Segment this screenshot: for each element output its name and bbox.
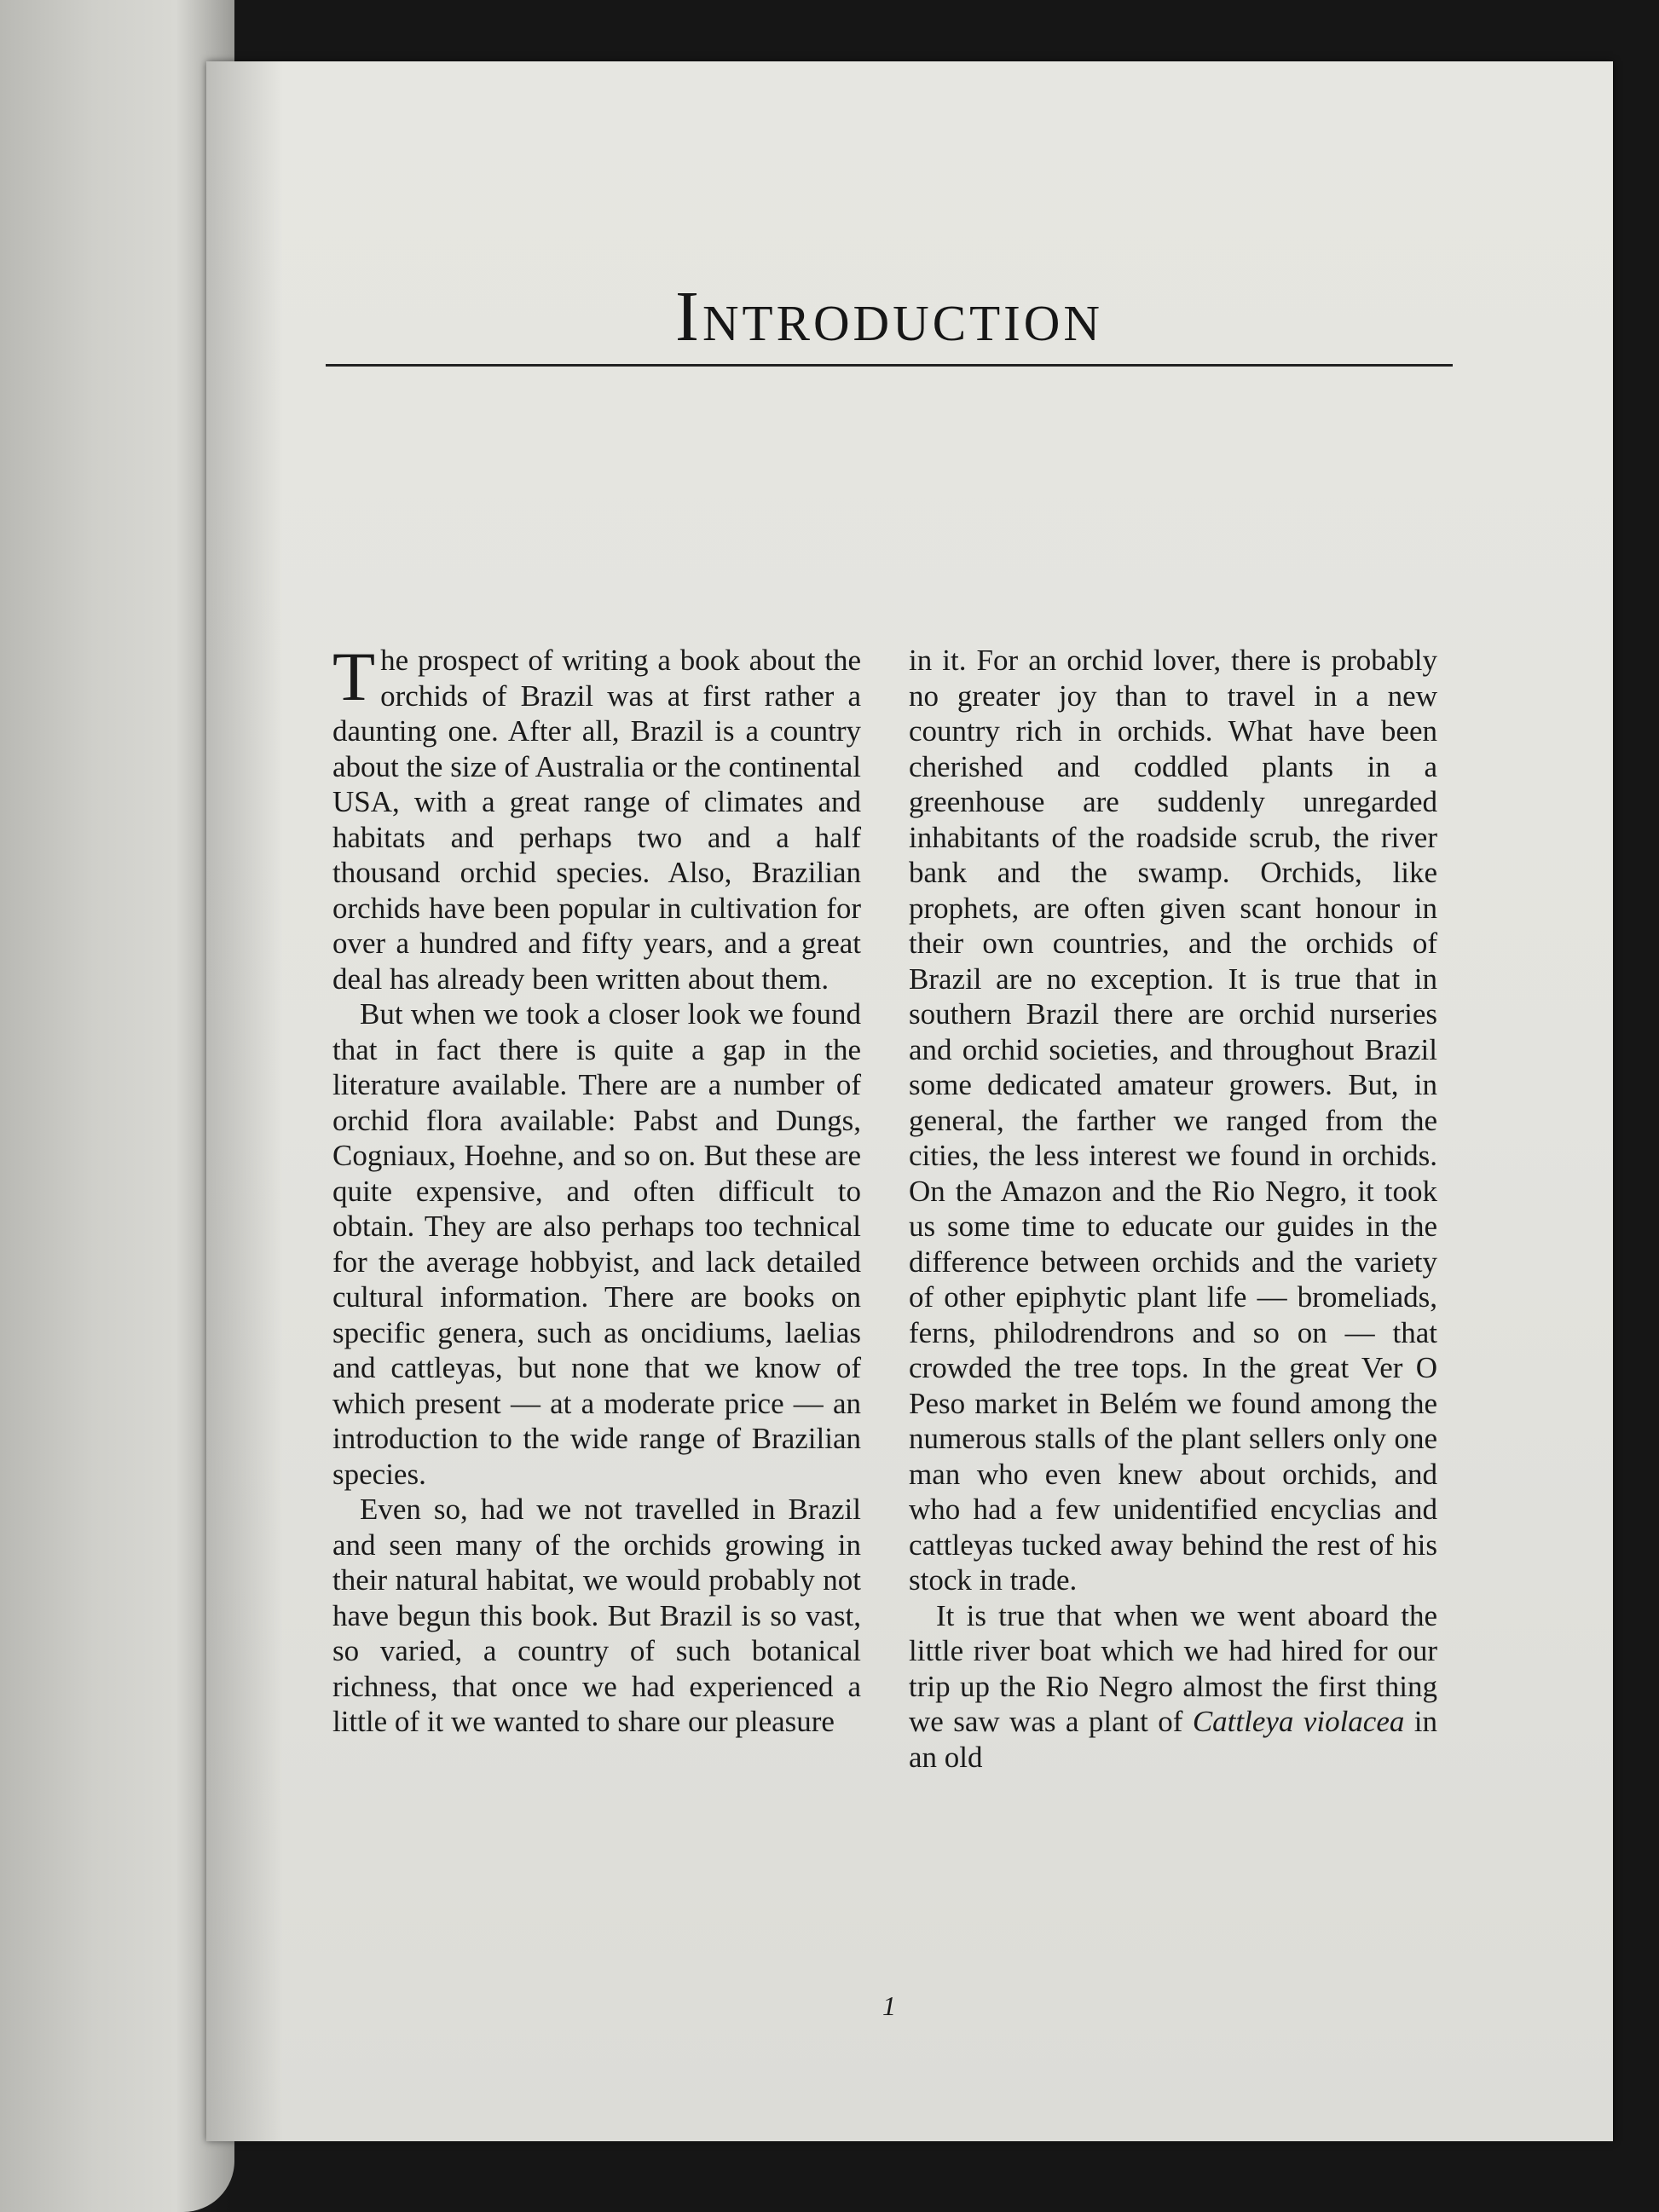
- facing-page-edge: [0, 0, 234, 2212]
- paragraph-text: he prospect of writing a book about the orchids of Brazil was at first rather a daunting one. After all, Brazil is a country about the size of Australia or the continental USA, with a great range of climates and habitats and perhaps two and a half thousand orchid species. Also, Brazilian orchids have been popular in cultivation for over a hundred and fifty years, and a great deal has already been written about them.: [332, 644, 861, 996]
- right-column: [909, 643, 1437, 1775]
- book-page: [206, 61, 1613, 2141]
- paragraph: [332, 638, 861, 996]
- paragraph: in it. For an orchid lover, there is probably no greater joy than to travel in a new country rich in orchids. What have been cherished and coddled plants in a greenhouse are suddenly unregarded inhabitants of the roadside scrub, the river bank and the swamp. Orchids, like prophets, are often given scant honour in their own countries, and the orchids of Brazil are no exception. It is true that in southern Brazil there are orchid nurseries and orchid societies, and throughout Brazil some dedicated amateur growers. But, in general, the farther we ranged from the cities, the less interest we found in orchids. On the Amazon and the Rio Negro, it took us some time to educate our guides in the difference between orchids and the variety of other epiphytic plant life — bromeliads, ferns, philodrendrons and so on — that crowded the tree tops. In the great Ver O Peso market in Belém we found among the numerous stalls of the plant sellers only one man who even knew about orchids, and who had a few unidentified encyclias and cattleyas tucked away behind the rest of his stock in trade.: [909, 644, 1437, 1597]
- chapter-title: Introduction: [674, 277, 1104, 356]
- paragraph: [909, 1598, 1437, 1776]
- page-number: 1: [882, 1990, 896, 2021]
- species-name: Cattleya violacea: [1192, 1705, 1405, 1738]
- paragraph: Even so, had we not travelled in Brazil and seen many of the orchids growing in their natural habitat, we would probably not have begun this book. But Brazil is so vast, so varied, a country of such botanical richness, that once we had experienced a little of it we wanted to share our pleasure: [332, 1493, 861, 1738]
- paragraph-text: It is true that when we went aboard the little river boat which we had hired for our trip up the Rio Negro almost the first thing we saw was a plant of: [909, 1598, 1437, 1738]
- left-column: [332, 638, 861, 1740]
- paragraph-text: in an old: [909, 1705, 1438, 1774]
- gutter-shadow: [206, 61, 283, 2141]
- drop-cap: T: [332, 638, 376, 715]
- title-rule: [326, 364, 1453, 367]
- paragraph: But when we took a closer look we found that in fact there is quite a gap in the literature available. There are a number of orchid flora available: Pabst and Dungs, Cogniaux, Hoehne, and so on. But these are quite expensive, and often difficult to obtain. They are also perhaps too technical for the average hobbyist, and lack detailed cultural information. There are books on specific genera, such as oncidiums, laelias and cattleyas, but none that we know of which present — at a moderate price — an introduction to the wide range of Brazilian species.: [332, 997, 861, 1491]
